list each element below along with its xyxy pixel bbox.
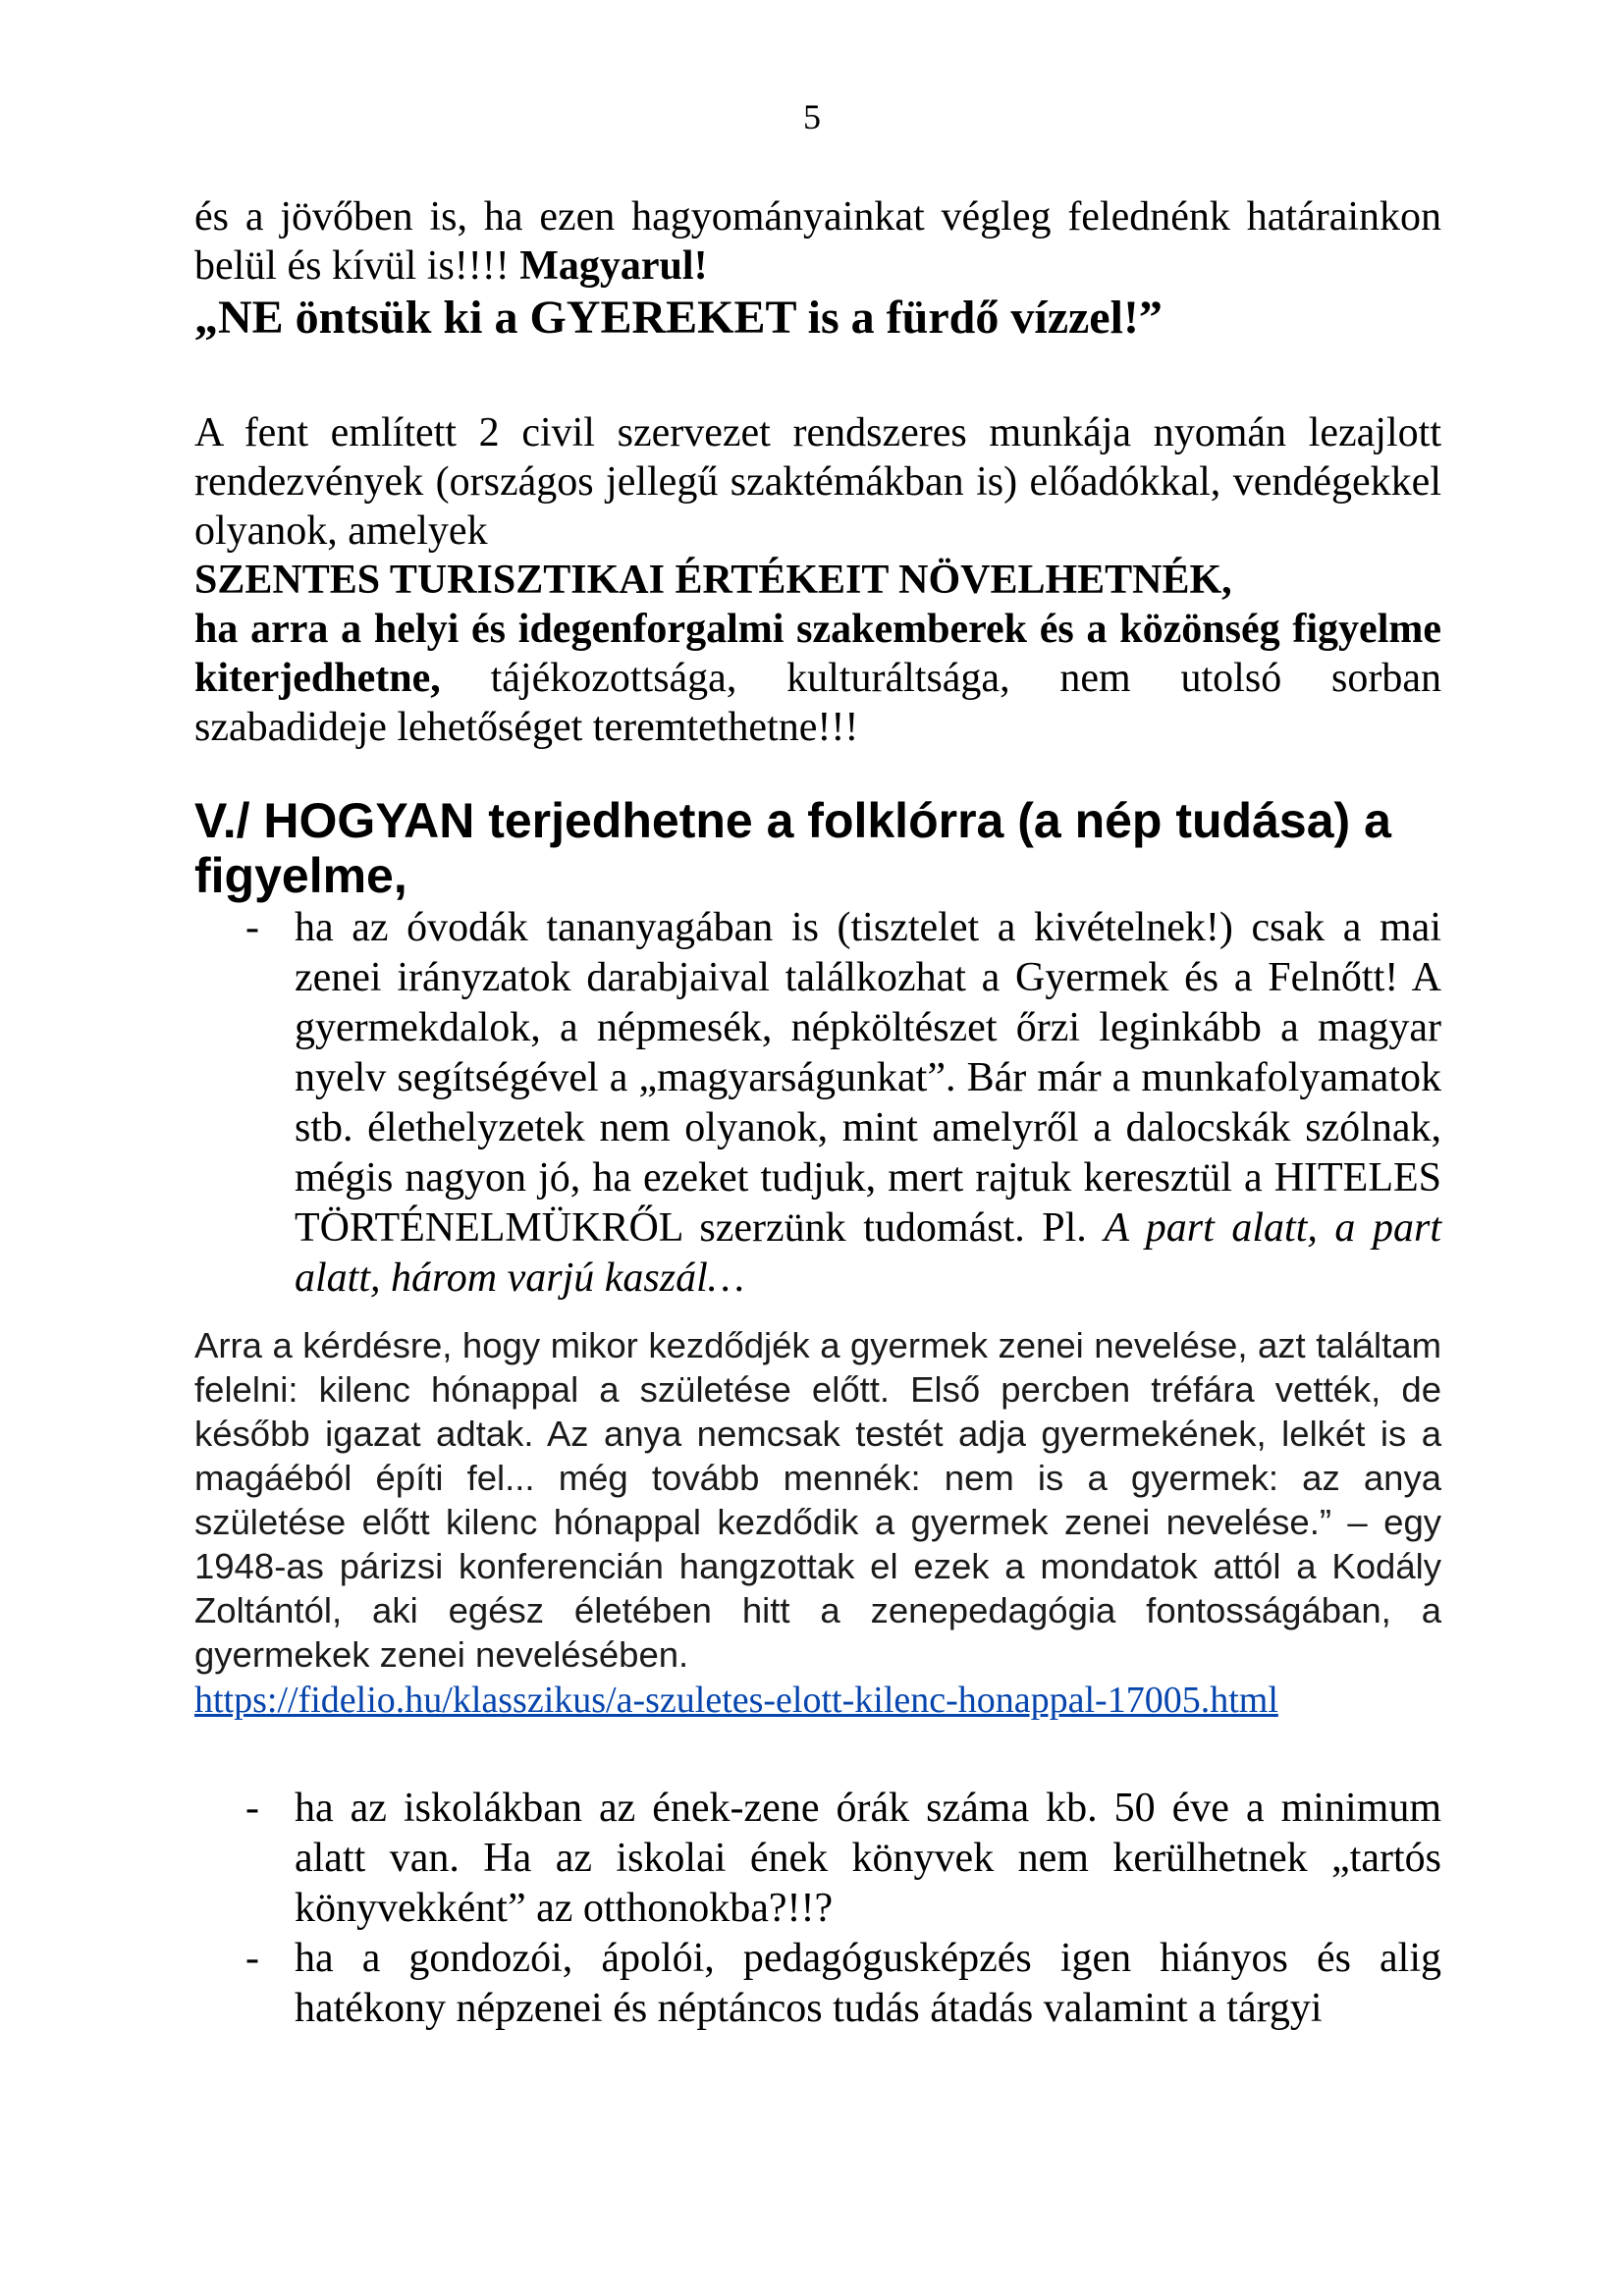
folk-song-quote: A part alatt, a part alatt, három varjú kaszál… — [295, 1205, 1441, 1301]
source-link[interactable]: https://fidelio.hu/klasszikus/a-szuletes-elott-kilenc-honappal-17005.html — [194, 1680, 1278, 1721]
page-number: 5 — [803, 97, 821, 136]
slogan: „NE öntsük ki a GYEREKET is a fürdő vízzel!” — [194, 292, 1163, 344]
bullet-kindergarten — [194, 903, 1441, 1304]
intro-paragraph — [194, 192, 1441, 291]
events-text: A fent említett 2 civil szervezet rendszeres munkája nyomán lezajlott rendezvények (országos jellegű szaktémákban is) előadókkal, vendégekkel olyanok, amelyek — [194, 410, 1441, 554]
intro-line2: határainkon belül és kívül is!!!! — [194, 194, 1442, 289]
bullet-text: ha az iskolákban az ének-zene órák száma kb. 50 éve a minimum alatt van. Ha az iskolai ének könyvek nem kerülhetnek „tartós könyvekként” az otthonokba?!!? — [295, 1786, 1441, 1931]
bullet-schools — [194, 1784, 1441, 1934]
bullet-text: ha a gondozói, ápolói, pedagógusképzés igen hiányos és alig hatékony népzenei és néptáncos tudás átadás valamint a tárgyi — [295, 1936, 1441, 2031]
page-content — [194, 192, 1441, 2034]
events-bold-mid: ha arra a helyi és idegenforgalmi szakemberek és a közönség figyelme kiterjedhetne, — [194, 607, 1441, 701]
bullet-dash: - — [245, 1786, 259, 1831]
bullet-dash: - — [245, 1936, 259, 1981]
events-bold-caps: SZENTES TURISZTIKAI ÉRTÉKEIT NÖVELHETNÉK, — [194, 558, 1232, 603]
magyarul-emphasis: Magyarul! — [519, 243, 708, 289]
bullet-text: ha az óvodák tananyagában is (tisztelet a kivételnek!) csak a mai zenei irányzatok darabjaival találkozhat a Gyermek és a Felnőtt! A gyermekdalok, a népmesék, népköltészet őrzi leginkább a magyar nyelv segítségével a „magyarságunkat”. Bár már a munkafolyamatok stb. élethelyzetek nem olyanok, mint amelyről a dalocskák szólnak, mégis nagyon jó, ha ezeket tudjuk, mert rajtuk keresztül a HITELES TÖRTÉNELMÜKRŐL szerzünk tudomást. Pl. — [295, 905, 1441, 1251]
events-paragraph — [194, 408, 1441, 752]
events-tail: tájékozottsága, kulturáltsága, nem utolsó sorban szabadideje lehetőséget teremtethetne!!! — [194, 656, 1441, 750]
quote-text: Arra a kérdésre, hogy mikor kezdődjék a gyermek zenei nevelése, azt találtam felelni: kilenc hónappal a születése előtt. Első percben tréfára vették, de később igazat adtak. Az anya nemcsak testét adja gyermekének, lelkét is a magáéból építi fel... még tovább mennék: nem is a gyermek: az anya születése előtt kilenc hónappal kezdődik a gyermek zenei nevelése.” – egy 1948-as párizsi konferencián hangzottak el ezek a mondatok attól a Kodály Zoltántól, aki egész életében hitt a zenepedagógia fontosságában, a gyermekek zenei nevelésében. — [194, 1325, 1441, 1675]
kodaly-quote — [194, 1323, 1441, 1723]
bullet-dash: - — [245, 905, 259, 950]
intro-line1: és a jövőben is, ha ezen hagyományainkat végleg felednénk — [194, 194, 1230, 240]
bullet-training — [194, 1934, 1441, 2034]
section-heading: V./ HOGYAN terjedhetne a folklórra (a nép tudása) a figyelme, — [194, 793, 1391, 903]
